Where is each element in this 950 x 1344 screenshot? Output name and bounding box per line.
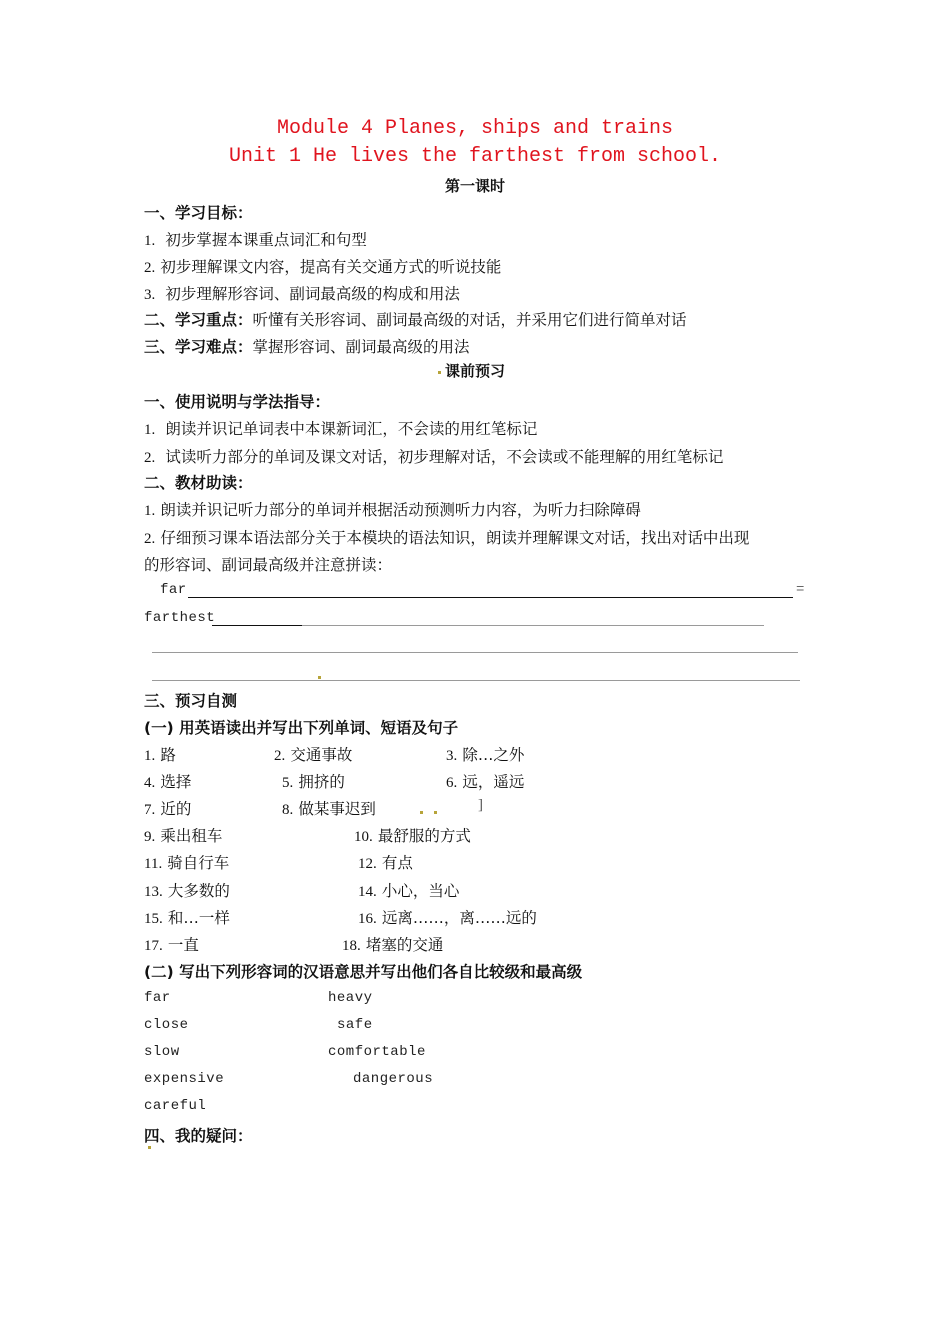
preview-heading: 课前预习: [444, 362, 505, 380]
goal-text: 初步掌握本课重点词汇和句型: [165, 231, 367, 249]
adjective-word: slow: [144, 1044, 180, 1060]
vocab-num: 7.: [144, 802, 156, 818]
vocab-text: 远，遥远: [462, 773, 525, 791]
adjective-word: comfortable: [328, 1044, 426, 1060]
vocab-item: [446, 770, 524, 792]
answer-line[interactable]: [152, 652, 798, 653]
vocab-num: 16.: [358, 911, 377, 927]
vocab-text: 骑自行车: [167, 854, 230, 872]
goal-item-1: [144, 228, 367, 250]
vocab-num: 1.: [144, 748, 156, 764]
vocab-num: 2.: [274, 748, 286, 764]
textbook-num: 2.: [144, 531, 156, 547]
part2-heading: (二) 写出下列形容词的汉语意思并写出他们各自比较级和最高级: [144, 963, 583, 981]
vocab-text: 有点: [381, 854, 413, 872]
vocab-item: [446, 743, 524, 765]
instructions-heading: 一、使用说明与学法指导：: [144, 393, 331, 411]
vocab-item: [144, 743, 176, 765]
vocab-text: 最舒服的方式: [377, 827, 471, 845]
example-far: far: [160, 582, 187, 598]
vocab-item: [342, 933, 443, 955]
vocab-item: [144, 797, 191, 819]
goal-text: 初步理解形容词、副词最高级的构成和用法: [165, 285, 460, 303]
vocab-text: 除…之外: [462, 746, 525, 764]
vocab-item: [144, 851, 229, 873]
vocab-num: 5.: [282, 775, 294, 791]
vocab-item: [144, 770, 191, 792]
scan-dot: [148, 1146, 151, 1149]
vocab-item: [144, 879, 230, 901]
vocab-item: [282, 797, 376, 819]
difficulty: [144, 335, 470, 357]
scan-dot: [420, 811, 423, 814]
goal-num: 2.: [144, 260, 156, 276]
vocab-text: 选择: [160, 773, 192, 791]
key-points: [144, 308, 687, 330]
vocab-text: 交通事故: [290, 746, 353, 764]
title-line-2: Unit 1 He lives the farthest from school.: [228, 145, 722, 168]
goal-num: 1.: [144, 233, 156, 249]
goals-heading: 一、学习目标：: [144, 204, 253, 222]
textbook-text: 仔细预习课本语法部分关于本模块的语法知识，朗读并理解课文对话，找出对话中出现: [160, 529, 750, 547]
vocab-num: 8.: [282, 802, 294, 818]
vocab-num: 15.: [144, 911, 163, 927]
key-points-text: 听懂有关形容词、副词最高级的对话，并采用它们进行简单对话: [252, 311, 687, 329]
vocab-text: 一直: [167, 936, 199, 954]
vocab-item: [358, 851, 413, 873]
questions-heading: 四、我的疑问：: [144, 1127, 253, 1145]
vocab-num: 9.: [144, 829, 156, 845]
textbook-text: 朗读并识记听力部分的单词并根据活动预测听力内容，为听力扫除障碍: [160, 501, 641, 519]
adjective-word: safe: [337, 1017, 373, 1033]
adjective-word: far: [144, 990, 171, 1006]
answer-line[interactable]: [212, 625, 302, 626]
vocab-item: [358, 879, 459, 901]
lesson-label: 第一课时: [444, 177, 505, 195]
textbook-item-1: [144, 498, 641, 520]
scan-dot: [318, 676, 321, 679]
difficulty-label: 三、学习难点：: [144, 338, 253, 356]
goal-item-3: [144, 282, 460, 304]
vocab-item: [144, 824, 222, 846]
answer-line[interactable]: [188, 597, 793, 598]
vocab-text: 远离……，离……远的: [381, 909, 537, 927]
bracket-mark: ]: [478, 797, 483, 813]
vocab-item: [358, 906, 537, 928]
instruction-text: 试读听力部分的单词及课文对话，初步理解对话，不会读或不能理解的用红笔标记: [165, 448, 724, 466]
vocab-text: 和…一样: [167, 909, 230, 927]
vocab-num: 18.: [342, 938, 361, 954]
textbook-item-2-cont: 的形容词、副词最高级并注意拼读：: [144, 556, 393, 574]
vocab-num: 10.: [354, 829, 373, 845]
adjective-word: heavy: [328, 990, 373, 1006]
vocab-text: 路: [160, 746, 176, 764]
vocab-text: 小心，当心: [381, 882, 460, 900]
goal-item-2: [144, 255, 501, 277]
vocab-num: 12.: [358, 856, 377, 872]
key-points-label: 二、学习重点：: [144, 311, 253, 329]
answer-line[interactable]: [152, 680, 800, 681]
instruction-num: 1.: [144, 422, 156, 438]
instruction-text: 朗读并识记单词表中本课新词汇，不会读的用红笔标记: [165, 420, 538, 438]
textbook-heading: 二、教材助读：: [144, 474, 253, 492]
instruction-item-2: [144, 445, 723, 467]
vocab-text: 近的: [160, 800, 192, 818]
vocab-item: [282, 770, 345, 792]
vocab-num: 4.: [144, 775, 156, 791]
textbook-num: 1.: [144, 503, 156, 519]
adjective-word: careful: [144, 1098, 207, 1114]
title-line-1: Module 4 Planes, ships and trains: [276, 117, 674, 140]
scan-dot: [434, 811, 437, 814]
vocab-num: 11.: [144, 856, 163, 872]
vocab-text: 堵塞的交通: [365, 936, 444, 954]
goal-text: 初步理解课文内容，提高有关交通方式的听说技能: [160, 258, 502, 276]
self-test-heading: 三、预习自测: [144, 692, 238, 710]
vocab-item: [144, 906, 230, 928]
vocab-num: 14.: [358, 884, 377, 900]
adjective-word: expensive: [144, 1071, 225, 1087]
vocab-num: 17.: [144, 938, 163, 954]
vocab-num: 3.: [446, 748, 458, 764]
vocab-item: [354, 824, 471, 846]
textbook-item-2: [144, 526, 749, 548]
vocab-text: 大多数的: [167, 882, 230, 900]
vocab-num: 6.: [446, 775, 458, 791]
instruction-num: 2.: [144, 450, 156, 466]
vocab-text: 做某事迟到: [298, 800, 376, 818]
vocab-item: [144, 933, 199, 955]
vocab-text: 拥挤的: [298, 773, 345, 791]
vocab-item: [274, 743, 352, 765]
goal-num: 3.: [144, 287, 156, 303]
difficulty-text: 掌握形容词、副词最高级的用法: [252, 338, 470, 356]
equals-mark: =: [796, 582, 805, 598]
answer-line[interactable]: [302, 625, 764, 626]
vocab-num: 13.: [144, 884, 163, 900]
example-farthest: farthest: [144, 610, 216, 626]
vocab-text: 乘出租车: [160, 827, 223, 845]
adjective-word: dangerous: [353, 1071, 434, 1087]
adjective-word: close: [144, 1017, 189, 1033]
part1-heading: (一) 用英语读出并写出下列单词、短语及句子: [144, 719, 459, 737]
instruction-item-1: [144, 417, 537, 439]
